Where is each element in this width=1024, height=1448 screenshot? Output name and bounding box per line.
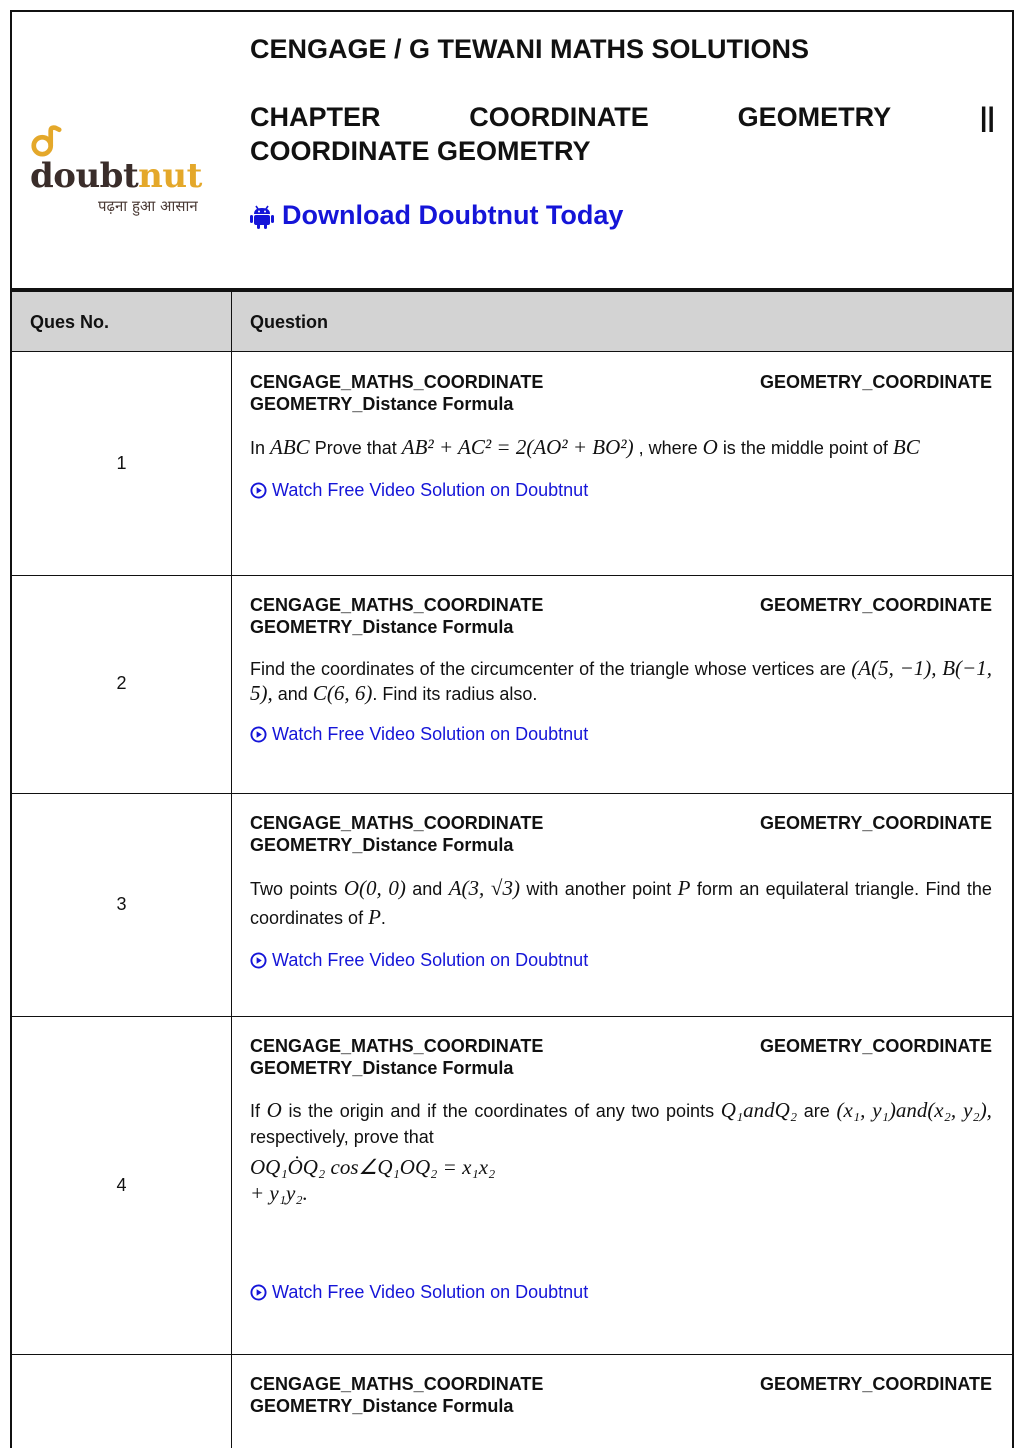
category-line2: GEOMETRY_Distance Formula bbox=[250, 835, 514, 855]
chapter-word: COORDINATE bbox=[469, 102, 649, 132]
logo-tagline: पढ़ना हुआ आसान bbox=[98, 197, 198, 215]
question-cell bbox=[250, 594, 992, 745]
category-line2: GEOMETRY_Distance Formula bbox=[250, 1058, 514, 1078]
question-category bbox=[250, 371, 992, 415]
question-category bbox=[250, 1373, 992, 1417]
category-right: GEOMETRY_COORDINATE bbox=[759, 372, 992, 392]
watch-label: Watch Free Video Solution on Doubtnut bbox=[272, 724, 589, 744]
question-category bbox=[250, 1035, 992, 1079]
play-circle-icon bbox=[250, 726, 267, 743]
question-cell bbox=[250, 812, 992, 971]
category-right: GEOMETRY_COORDINATE bbox=[759, 1036, 992, 1056]
question-text: In ABC Prove that AB² + AC² = 2(AO² + BO²) , where O is the middle point of BC bbox=[250, 435, 920, 459]
question-cell bbox=[250, 1035, 992, 1303]
chapter-word: CHAPTER bbox=[250, 102, 381, 132]
chapter-heading bbox=[250, 100, 995, 168]
watch-label: Watch Free Video Solution on Doubtnut bbox=[272, 480, 589, 500]
category-left: CENGAGE_MATHS_COORDINATE bbox=[250, 1374, 544, 1394]
play-circle-icon bbox=[250, 952, 267, 969]
table-header bbox=[12, 292, 1012, 352]
category-right: GEOMETRY_COORDINATE bbox=[759, 813, 992, 833]
table-row bbox=[12, 353, 1012, 576]
chapter-word: GEOMETRY bbox=[737, 102, 892, 132]
category-right: GEOMETRY_COORDINATE bbox=[759, 595, 992, 615]
chapter-word: || bbox=[979, 102, 995, 132]
category-left: CENGAGE_MATHS_COORDINATE bbox=[250, 595, 544, 615]
table-row bbox=[12, 1017, 1012, 1355]
watch-video-link[interactable] bbox=[250, 1282, 992, 1303]
question-category bbox=[250, 812, 992, 856]
android-icon bbox=[250, 203, 274, 229]
doubtnut-logo[interactable] bbox=[30, 122, 220, 215]
table-row bbox=[12, 794, 1012, 1017]
download-doubtnut-link[interactable] bbox=[250, 200, 623, 231]
header bbox=[12, 12, 1012, 290]
question-category bbox=[250, 594, 992, 638]
watch-video-link[interactable] bbox=[250, 950, 992, 971]
category-left: CENGAGE_MATHS_COORDINATE bbox=[250, 1036, 544, 1056]
col-header-qno: Ques No. bbox=[30, 312, 110, 332]
col-header-question: Question bbox=[250, 312, 329, 332]
question-number: 4 bbox=[116, 1175, 127, 1195]
logo-mark-icon bbox=[30, 125, 62, 157]
category-right: GEOMETRY_COORDINATE bbox=[759, 1374, 992, 1394]
category-line2: GEOMETRY_Distance Formula bbox=[250, 1396, 514, 1416]
page-frame bbox=[10, 10, 1014, 1448]
question-number: 3 bbox=[116, 894, 127, 914]
logo-wordmark: doubtnut bbox=[30, 122, 220, 194]
watch-video-link[interactable] bbox=[250, 480, 992, 501]
question-cell bbox=[250, 1373, 992, 1417]
question-cell bbox=[250, 371, 992, 501]
watch-label: Watch Free Video Solution on Doubtnut bbox=[272, 950, 589, 970]
category-line2: GEOMETRY_Distance Formula bbox=[250, 394, 514, 414]
table-row bbox=[12, 1355, 1012, 1448]
play-circle-icon bbox=[250, 1284, 267, 1301]
question-text: Find the coordinates of the circumcenter of the triangle whose vertices are (A(5, −1), B(−1, 5), and C(6, 6). Find its radius also. bbox=[250, 656, 992, 705]
question-text: Two points O(0, 0) and A(3, √3) with another point P form an equilateral triangle. Find the coordinates of P. bbox=[250, 876, 992, 929]
question-number: 1 bbox=[116, 453, 127, 473]
table-row bbox=[12, 576, 1012, 794]
play-circle-icon bbox=[250, 482, 267, 499]
page-title: CENGAGE / G TEWANI MATHS SOLUTIONS bbox=[250, 34, 810, 64]
chapter-subtitle: COORDINATE GEOMETRY bbox=[250, 136, 591, 166]
watch-label: Watch Free Video Solution on Doubtnut bbox=[272, 1282, 589, 1302]
category-left: CENGAGE_MATHS_COORDINATE bbox=[250, 372, 544, 392]
question-text: If O is the origin and if the coordinates of any two points Q₁andQ₂ are (x₁, y₁)and(x₂, y₂), respectively, prove that OQ₁ȮQ₂ cos∠Q₁OQ₂ = x₁x₂ + y₁y₂. bbox=[250, 1098, 992, 1205]
category-left: CENGAGE_MATHS_COORDINATE bbox=[250, 813, 544, 833]
download-label: Download Doubtnut Today bbox=[282, 200, 624, 230]
watch-video-link[interactable] bbox=[250, 724, 992, 745]
question-number: 2 bbox=[116, 673, 127, 693]
category-line2: GEOMETRY_Distance Formula bbox=[250, 617, 514, 637]
